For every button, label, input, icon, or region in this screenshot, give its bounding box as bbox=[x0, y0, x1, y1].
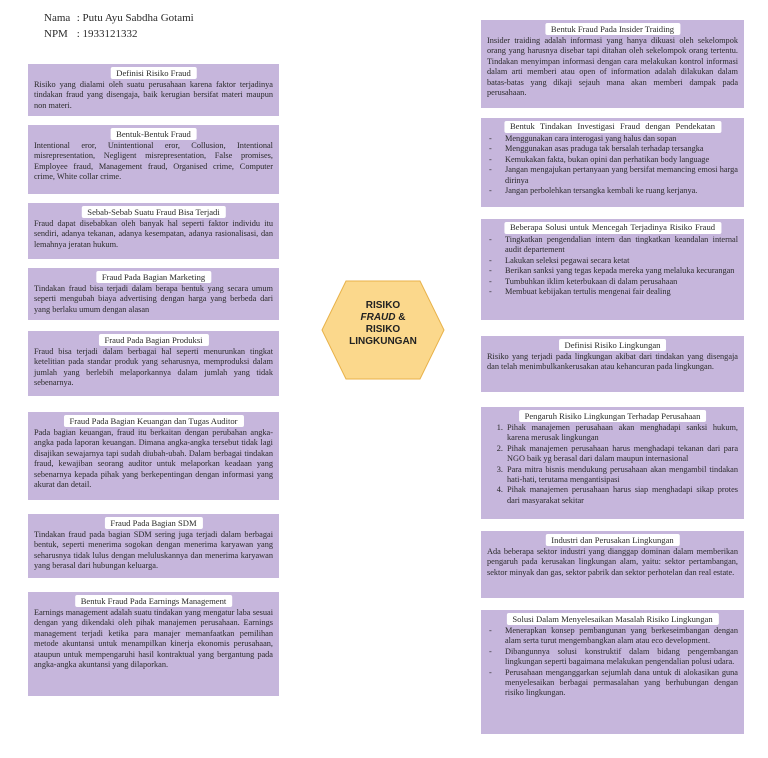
list-item: - Dibangunnya solusi konstruktif dalam bidang pengembangan lingkungan seperti bagaimana melakukan pengendalian polusi udara. bbox=[505, 647, 738, 668]
center-line-2-italic: FRAUD bbox=[360, 312, 396, 323]
card-title: Definisi Risiko Fraud bbox=[110, 67, 196, 79]
card-title: Bentuk Tindakan Investigasi Fraud dengan Pendekatan bbox=[504, 121, 721, 133]
investigasi-list bbox=[487, 134, 738, 196]
list-item: - Menerapkan konsep pembangunan yang berkeseimbangan dengan alam serta turut mengembangkan alam atau eco development. bbox=[505, 626, 738, 647]
card-solusi-lingkungan bbox=[481, 610, 744, 734]
card-pengaruh-lingkungan bbox=[481, 407, 744, 519]
pengaruh-list bbox=[487, 423, 738, 506]
card-title: Bentuk Fraud Pada Insider Traiding bbox=[545, 23, 680, 35]
list-item: 4. Pihak manajemen perusahaan harus siap menghadapi sikap protes dari masyarakat sekitar bbox=[505, 485, 738, 506]
card-fraud-keuangan bbox=[28, 412, 279, 500]
card-title: Fraud Pada Bagian SDM bbox=[104, 517, 202, 529]
card-definisi-lingkungan bbox=[481, 336, 744, 392]
center-line-2-rest: & bbox=[395, 312, 406, 323]
card-text: Fraud bisa terjadi dalam berbagai hal seperti menurunkan tingkat ketelitian pada standar produk yang seharusnya, memproduksi dalam jumlah yang berlebih melaporkannya dalam jumlah yang tidak sebenarnya. bbox=[34, 347, 273, 388]
card-sebab-fraud bbox=[28, 203, 279, 259]
card-title: Beberapa Solusi untuk Mencegah Terjadinya Risiko Fraud bbox=[504, 222, 721, 234]
list-item: 2. Pihak manajemen perusahaan harus menghadapi tekanan dari para NGO baik yg berasal dari dalam maupun internasional bbox=[505, 444, 738, 465]
center-line-1: RISIKO bbox=[365, 300, 401, 311]
card-title: Definisi Risiko Lingkungan bbox=[559, 339, 667, 351]
card-text: Insider traiding adalah informasi yang hanya dikuasi oleh sekelompok orang yang harusnya disebar tapi ditahan oleh sekelompok orang tertentu. Tindakan menyimpan informasi dengan cara melakukan kontrol informasi dalam arti memberi atau open of information adalah dilakukan dalam batas-batas yang dikaji sejauh mana akan memberi dampak pada perusahaan. bbox=[487, 36, 738, 98]
list-item: - Membuat kebijakan tertulis mengenai fair dealing bbox=[505, 287, 738, 297]
npm-label: NPM bbox=[44, 28, 68, 40]
card-text: Tindakan fraud bisa terjadi dalam berapa bentuk yang secara umum seperti mengubah biaya advertising dengan harga yang berbeda dari yang berlaku umum dengan alasan bbox=[34, 284, 273, 314]
center-line-4: LINGKUNGAN bbox=[349, 336, 417, 347]
card-solusi-fraud bbox=[481, 219, 744, 320]
card-title: Solusi Dalam Menyelesaikan Masalah Risiko Lingkungan bbox=[506, 613, 718, 625]
list-item: - Tingkatkan pengendalian intern dan tingkatkan keandalan internal audit departement bbox=[505, 235, 738, 256]
list-item: - Menggunakan asas praduga tak bersalah terhadap tersangka bbox=[505, 144, 738, 154]
card-text: Intentional eror, Unintentional eror, Collusion, Intentional misrepresentation, Negligent misrepresentation, False promises, Employee fraud, Management fraud, Organised crime, Computer crime, White collar crime. bbox=[34, 141, 273, 182]
list-item: - Lakukan seleksi pegawai secara ketat bbox=[505, 256, 738, 266]
card-insider-trading bbox=[481, 20, 744, 108]
card-text: Tindakan fraud pada bagian SDM sering juga terjadi dalam berbagai bentuk, seperti menerima sogokan dengan menerima karyawan yang seharusnya tidak lulus dengan meluluskannya dan menerima karyawan yang berasal dari hubungan keluarga. bbox=[34, 530, 273, 571]
center-line-3: RISIKO bbox=[365, 324, 401, 335]
card-text: Ada beberapa sektor industri yang dianggap dominan dalam memberikan pengaruh pada kerusakan lingkungan alam, yaitu: sektor pertambangan, sektor minyak dan gas, sektor pabrik dan sektor perhotelan dan real estate. bbox=[487, 547, 738, 577]
card-bentuk-fraud bbox=[28, 125, 279, 194]
card-title: Fraud Pada Bagian Marketing bbox=[96, 271, 211, 283]
card-title: Sebab-Sebab Suatu Fraud Bisa Terjadi bbox=[81, 206, 225, 218]
center-title bbox=[321, 300, 445, 348]
name-value: : Putu Ayu Sabdha Gotami bbox=[76, 12, 194, 24]
card-text: Pada bagian keuangan, fraud itu berkaitan dengan perubahan angka-angka pada laporan keuangan. Dimana angka-angka tersebut tidak lagi disajikan sewajarnya tapi sudah diubah-ubah. Dalam berbagai tindakan fraud, kewajiban seorang auditor untuk melaporkan keadaan yang sebenarnya kepada pihak yang berkepentingan dengan informasi yang akurat dan detail. bbox=[34, 428, 273, 490]
list-item: - Jangan mengajukan pertanyaan yang bersifat memancing emosi harga dirinya bbox=[505, 165, 738, 186]
card-title: Bentuk Fraud Pada Earnings Management bbox=[75, 595, 233, 607]
student-info bbox=[44, 10, 194, 42]
card-title: Industri dan Perusakan Lingkungan bbox=[545, 534, 679, 546]
card-title: Fraud Pada Bagian Keuangan dan Tugas Auditor bbox=[63, 415, 243, 427]
card-title: Fraud Pada Bagian Produksi bbox=[98, 334, 208, 346]
name-row bbox=[44, 10, 194, 26]
card-fraud-marketing bbox=[28, 268, 279, 320]
npm-value: : 1933121332 bbox=[76, 28, 138, 40]
card-investigasi-fraud bbox=[481, 118, 744, 207]
card-text: Risiko yang dialami oleh suatu perusahaan karena faktor terjadinya tindakan fraud yang disengaja, baik kerugian bersifat materi maupun non materi. bbox=[34, 80, 273, 110]
npm-row bbox=[44, 26, 194, 42]
card-industri-lingkungan bbox=[481, 531, 744, 598]
card-title: Bentuk-Bentuk Fraud bbox=[110, 128, 197, 140]
card-title: Pengaruh Risiko Lingkungan Terhadap Perusahaan bbox=[519, 410, 707, 422]
list-item: - Berikan sanksi yang tegas kepada mereka yang melaluka kecurangan bbox=[505, 266, 738, 276]
card-fraud-earnings bbox=[28, 592, 279, 696]
list-item: - Kemukakan fakta, bukan opini dan perhatikan body language bbox=[505, 155, 738, 165]
card-text: Fraud dapat disebabkan oleh banyak hal seperti faktor individu itu sendiri, adanya tekanan, adanya kesempatan, adanya rasionalisasi, dan lemahnya jeratan hukum. bbox=[34, 219, 273, 249]
name-label: Nama bbox=[44, 12, 71, 24]
card-text: Risiko yang terjadi pada lingkungan akibat dari tindakan yang disengaja dan telah menimbulkankerusakan atau kehancuran pada lingkungan. bbox=[487, 352, 738, 372]
list-item: 1. Pihak manajemen perusahaan akan menghadapi sanksi hukum, karena merusak lingkungan bbox=[505, 423, 738, 444]
solusi-lingkungan-list bbox=[487, 626, 738, 699]
card-definisi-risiko-fraud bbox=[28, 64, 279, 116]
list-item: - Menggunakan cara interogasi yang halus dan sopan bbox=[505, 134, 738, 144]
list-item: - Perusahaan menganggarkan sejumlah dana untuk di alokasikan guna menyelesaikan berbagai permasalahan yang berhubungan dengan risiko lingkungan. bbox=[505, 668, 738, 699]
center-line-2 bbox=[321, 312, 445, 324]
card-fraud-produksi bbox=[28, 331, 279, 396]
card-text: Earnings management adalah suatu tindakan yang mengatur laba sesuai dengan yang dikendaki oleh pihak manajemen perusahaan. Earnings management terjadi ketika para manajer memanfaatkan pemilihan metode akuntansi untuk menampilkan kinerja ekonomis perusahaan, ataupun untuk mempengaruhi hasil kontraktual yang bergantung pada angka-angka akuntansi yang dilaporkan. bbox=[34, 608, 273, 670]
list-item: - Tumbuhkan iklim keterbukaan di dalam perusahaan bbox=[505, 277, 738, 287]
solusi-fraud-list bbox=[487, 235, 738, 297]
list-item: - Jangan perbolehkan tersangka kembali ke ruang kerjanya. bbox=[505, 186, 738, 196]
list-item: 3. Para mitra bisnis mendukung perusahaan akan mengambil tindakan hati-hati, terutama mengantisipasi bbox=[505, 465, 738, 486]
card-fraud-sdm bbox=[28, 514, 279, 578]
